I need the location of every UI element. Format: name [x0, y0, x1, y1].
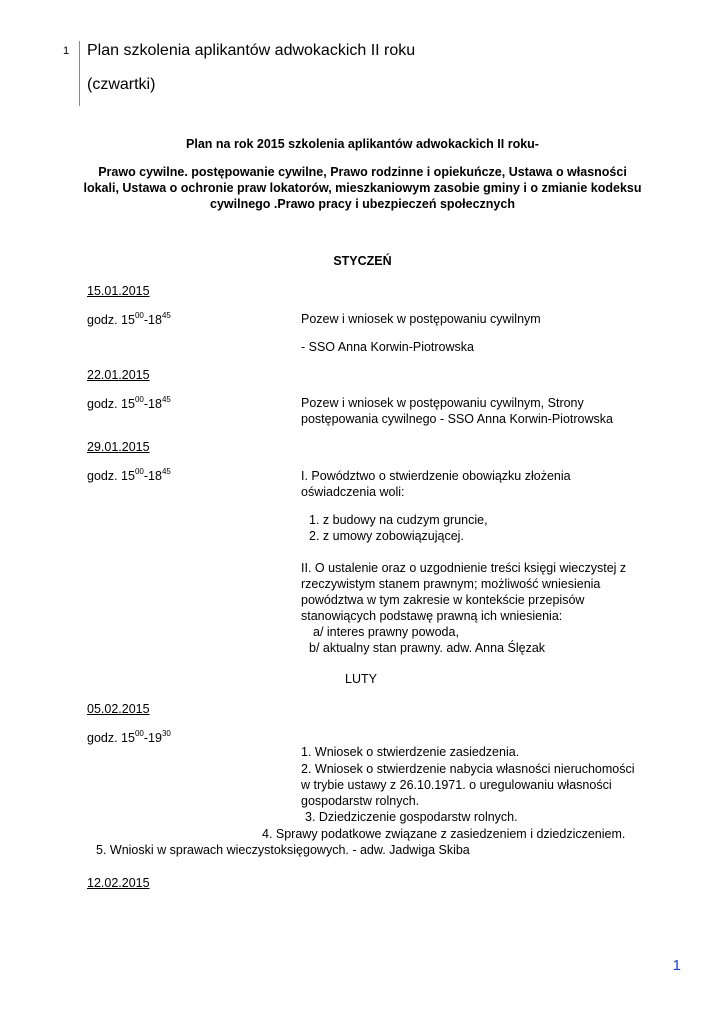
session-time: godz. $15^{00}-18^{45}$: [87, 466, 171, 483]
list-item: 5. Wnioski w sprawach wieczystoksięgowych. - adw. Jadwiga Skiba: [96, 843, 470, 857]
session-date: 22.01.2015: [87, 368, 150, 382]
footer-page-number: 1: [672, 957, 681, 974]
month-heading-january: STYCZEŃ: [333, 254, 392, 268]
list-item: b/ aktualny stan prawny. adw. Anna Ślęzak: [309, 641, 546, 655]
list-item-continuation: gospodarstw rolnych.: [301, 794, 420, 808]
session-time: godz. $15^{00}-19^{30}$: [87, 728, 171, 745]
list-item: 2. z umowy zobowiązującej.: [309, 529, 464, 543]
session-time: godz. $15^{00}-18^{45}$: [87, 310, 171, 327]
header-page-marker: 1: [63, 45, 70, 57]
session-topic-line: oświadczenia woli:: [301, 485, 405, 499]
document-subtitle-line-1: Prawo cywilne. postępowanie cywilne, Prawo rodzinne i opiekuńcze, Ustawa o własności: [98, 165, 627, 179]
document-subtitle-line-3: cywilnego .Prawo pracy i ubezpieczeń społecznych: [210, 197, 515, 211]
list-item-continuation: w trybie ustawy z 26.10.1971. o uregulowaniu własności: [301, 778, 612, 792]
session-topic-line: Pozew i wniosek w postępowaniu cywilnym, Strony: [301, 396, 584, 410]
session-topic-line: rzeczywistym stanem prawnym; możliwość wniesienia: [301, 577, 601, 591]
session-date: 05.02.2015: [87, 702, 150, 716]
header-subtitle: (czwartki): [87, 76, 156, 93]
session-lecturer: - SSO Anna Korwin-Piotrowska: [301, 340, 474, 354]
session-date: 29.01.2015: [87, 440, 150, 454]
session-date: 15.01.2015: [87, 284, 150, 298]
session-topic-line: II. O ustalenie oraz o uzgodnienie treści księgi wieczystej z: [301, 561, 627, 575]
list-item: 2. Wniosek o stwierdzenie nabycia własności nieruchomości: [301, 762, 635, 776]
session-time: godz. $15^{00}-18^{45}$: [87, 394, 171, 411]
session-topic-line: powództwa w tym zakresie w kontekście przepisów: [301, 593, 585, 607]
session-topic-line: postępowania cywilnego - SSO Anna Korwin-Piotrowska: [301, 412, 613, 426]
month-heading-february: LUTY: [345, 672, 377, 686]
session-topic: Pozew i wniosek w postępowaniu cywilnym: [301, 312, 541, 326]
list-item: 3. Dziedziczenie gospodarstw rolnych.: [305, 810, 518, 824]
session-topic-line: stanowiących podstawę prawną ich wniesienia:: [301, 609, 563, 623]
session-date: 12.02.2015: [87, 876, 150, 890]
header-divider: [79, 41, 80, 106]
list-item: a/ interes prawny powoda,: [313, 625, 459, 639]
document-title: Plan na rok 2015 szkolenia aplikantów adwokackich II roku-: [186, 137, 539, 151]
list-item: 1. z budowy na cudzym gruncie,: [309, 513, 488, 527]
document-subtitle-line-2: lokali, Ustawa o ochronie praw lokatorów, mieszkaniowym zasobie gminy i o zmianie kodeksu: [83, 181, 642, 195]
session-topic-line: I. Powództwo o stwierdzenie obowiązku złożenia: [301, 469, 571, 483]
header-title: Plan szkolenia aplikantów adwokackich II roku: [87, 42, 416, 59]
list-item: 1. Wniosek o stwierdzenie zasiedzenia.: [301, 745, 520, 759]
list-item: 4. Sprawy podatkowe związane z zasiedzeniem i dziedziczeniem.: [262, 827, 626, 841]
